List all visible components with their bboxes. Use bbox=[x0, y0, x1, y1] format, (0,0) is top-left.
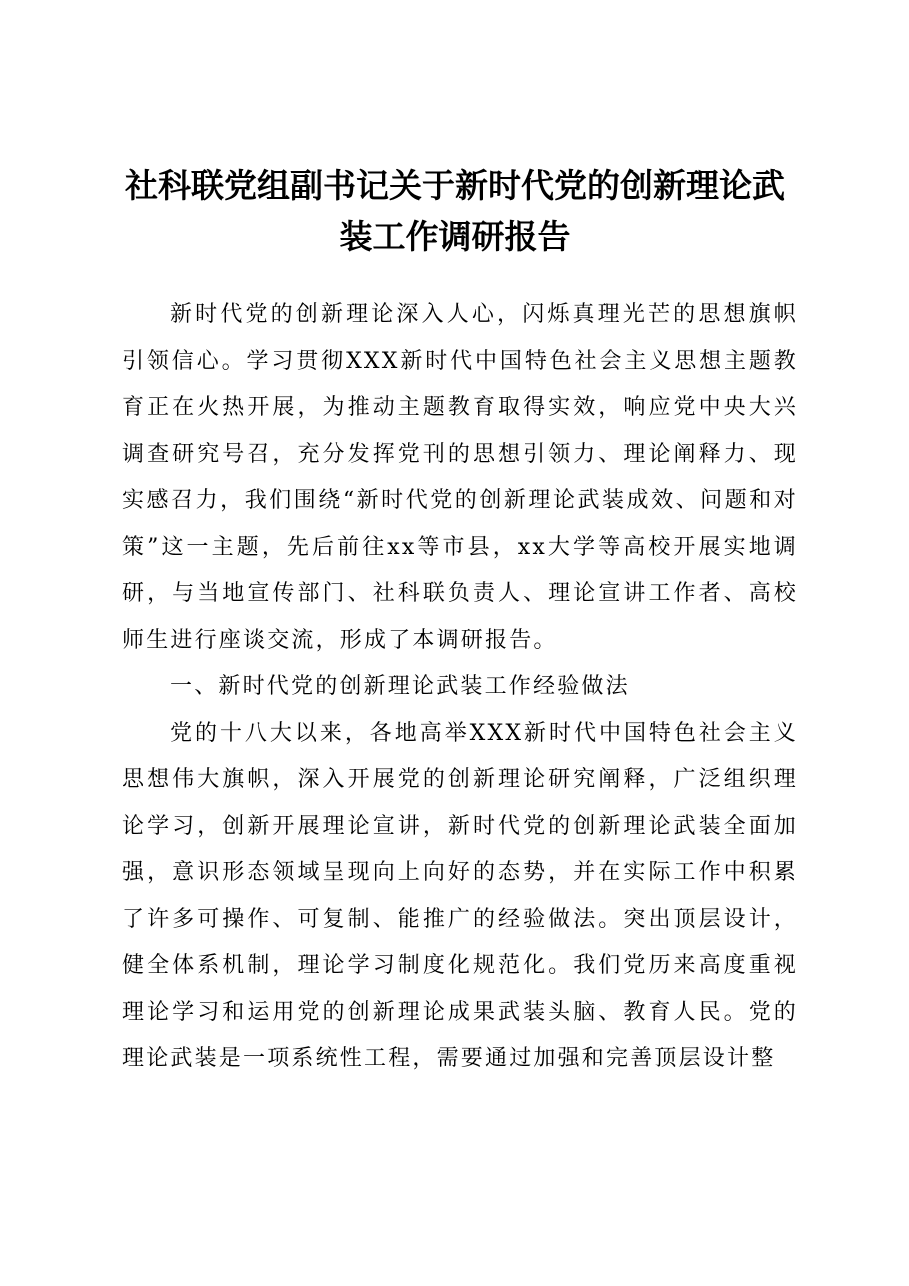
document-body bbox=[122, 292, 798, 1083]
paragraph-section-one: 党的十八大以来，各地高举XXX新时代中国特色社会主义思想伟大旗帜，深入开展党的创新理论研究阐释，广泛组织理论学习，创新开展理论宣讲，新时代党的创新理论武装全面加强，意识形态领域呈现向上向好的态势，并在实际工作中积累了许多可操作、可复制、能推广的经验做法。突出顶层设计，健全体系机制，理论学习制度化规范化。我们党历来高度重视理论学习和运用党的创新理论成果武装头脑、教育人民。党的理论武装是一项系统性工程，需要通过加强和完善顶层设计整 bbox=[122, 720, 798, 1071]
section-heading: 一、新时代党的创新理论武装工作经验做法 bbox=[170, 674, 630, 699]
paragraph-intro: 新时代党的创新理论深入人心，闪烁真理光芒的思想旗帜引领信心。学习贯彻XXX新时代中国特色社会主义思想主题教育正在火热开展，为推动主题教育取得实效，响应党中央大兴调查研究号召，充分发挥党刊的思想引领力、理论阐释力、现实感召力，我们围绕“新时代党的创新理论武装成效、问题和对策”这一主题，先后前往xx等市县，xx大学等高校开展实地调研，与当地宣传部门、社科联负责人、理论宣讲工作者、高校师生进行座谈交流，形成了本调研报告。 bbox=[122, 302, 798, 653]
document-title: 社科联党组副书记关于新时代党的创新理论武装工作调研报告 bbox=[125, 166, 785, 256]
